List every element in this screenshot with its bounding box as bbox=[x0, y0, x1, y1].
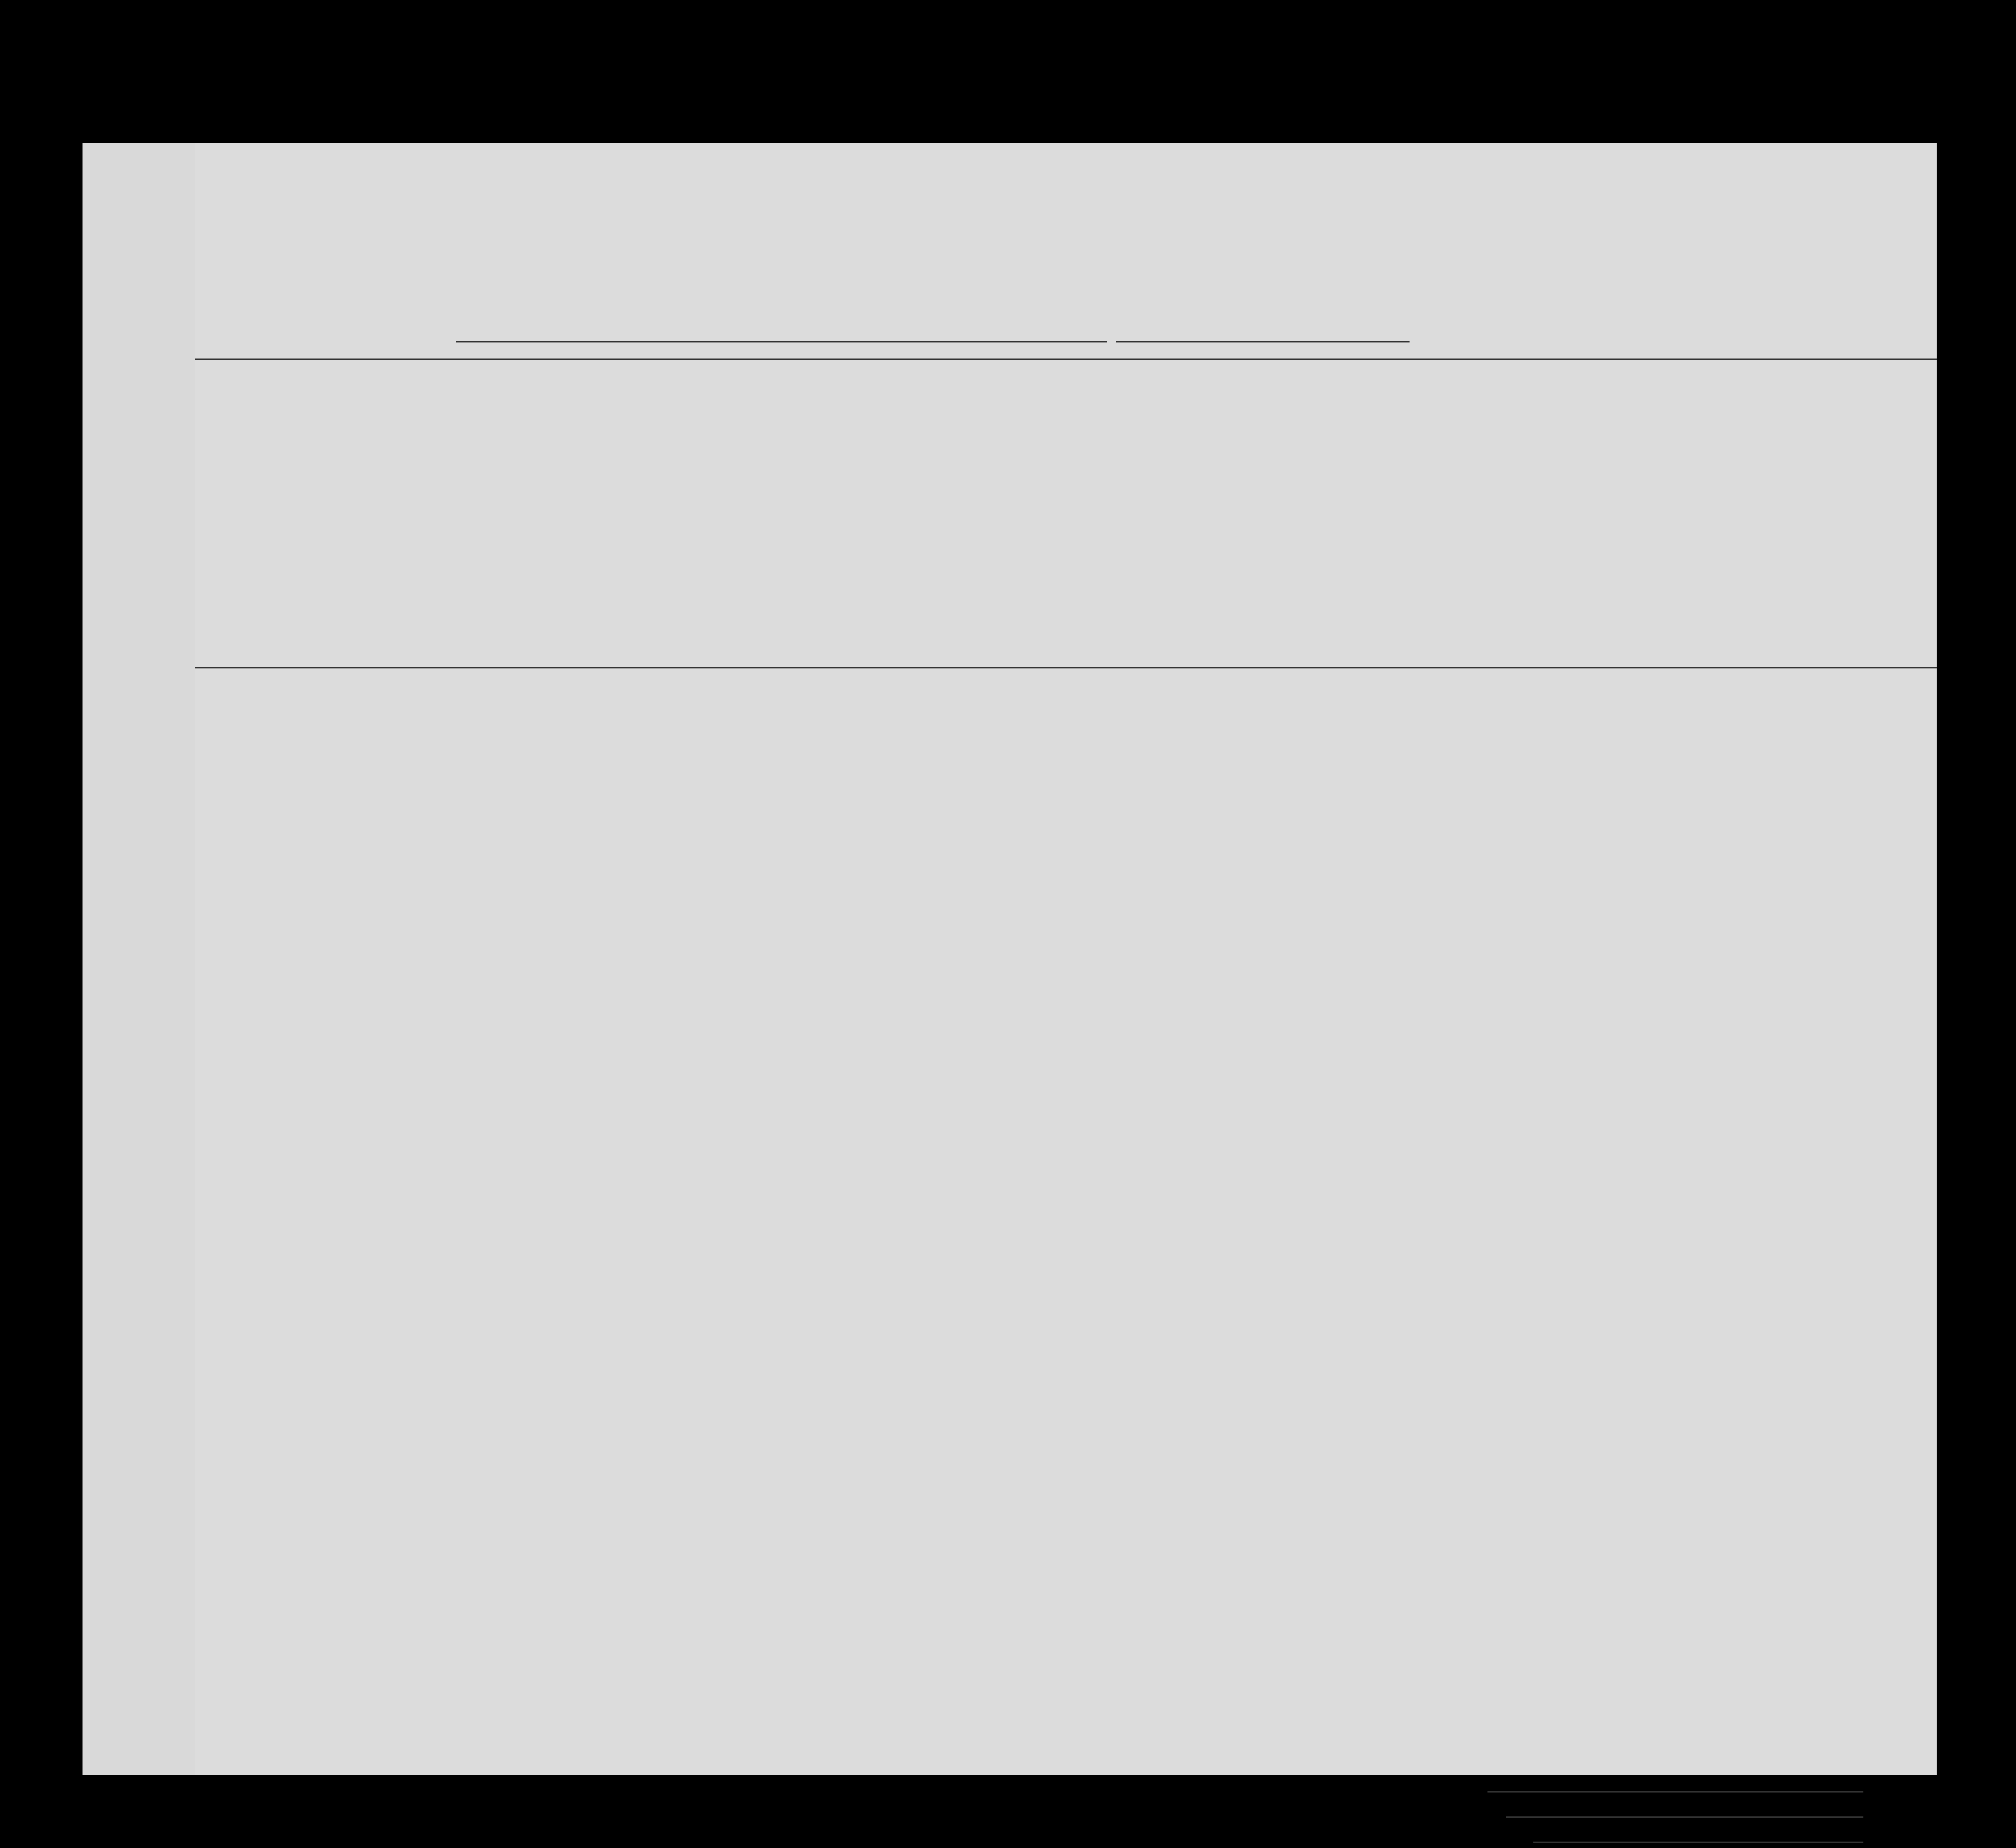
port-underline bbox=[456, 341, 1107, 342]
table-header bbox=[195, 359, 1937, 668]
line-underline bbox=[1487, 1791, 1863, 1793]
owners-underline bbox=[1506, 1816, 1863, 1818]
manifest-sheet bbox=[195, 143, 1937, 1775]
left-page-strip bbox=[83, 143, 195, 1775]
date-underline bbox=[1116, 341, 1410, 342]
agents-underline bbox=[1533, 1842, 1863, 1843]
